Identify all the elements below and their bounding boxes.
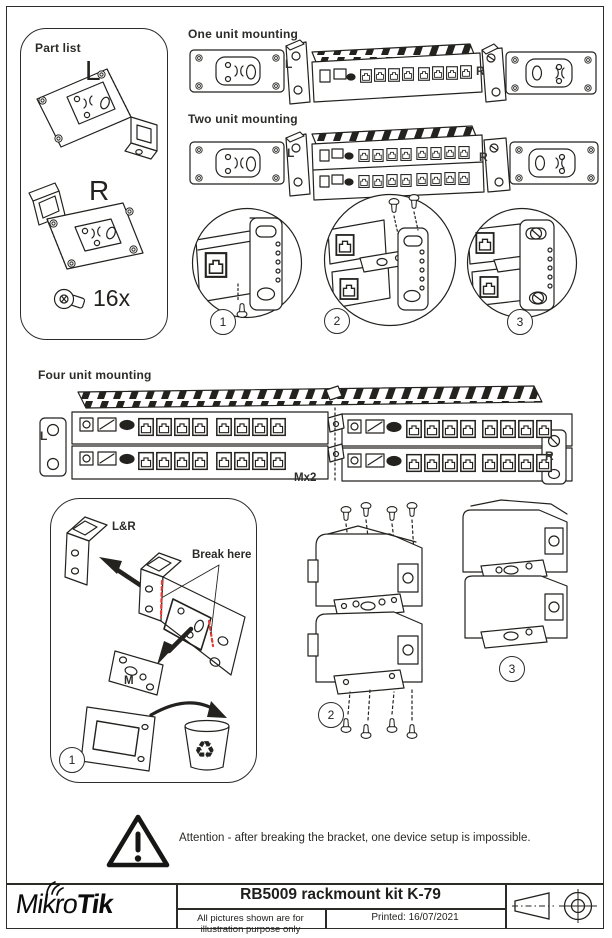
break-lr-label: L&R <box>112 521 136 533</box>
four-unit-l-label: L <box>40 429 48 443</box>
detail-2-illustration <box>322 192 458 328</box>
four-unit-illustration <box>32 384 604 488</box>
detail-1-illustration <box>190 206 304 320</box>
two-unit-title: Two unit mounting <box>188 112 298 126</box>
logo-text-bold: Tik <box>74 889 115 919</box>
detail-step-3-badge: 3 <box>507 309 533 335</box>
part-r-label: R <box>89 175 110 206</box>
four-unit-r-label: R <box>545 449 554 463</box>
break-illustration <box>51 499 256 782</box>
four-unit-title: Four unit mounting <box>38 368 152 382</box>
assembly-step-3-illustration <box>455 498 581 660</box>
logo-text-regular: Mikro <box>13 889 80 919</box>
part-l-label: L <box>85 55 101 86</box>
warning-icon <box>106 812 170 870</box>
one-unit-l-label: L <box>285 57 293 71</box>
assembly-step-2-badge: 2 <box>318 702 344 728</box>
printed-date: Printed: 16/07/2021 <box>371 912 459 923</box>
break-here-label: Break here <box>192 549 252 561</box>
two-unit-l-label: L <box>287 146 295 160</box>
logo-antenna-icon <box>46 880 66 896</box>
break-step-1-badge: 1 <box>59 747 85 773</box>
disclaimer-text: All pictures shown are for illustration purpose only <box>197 913 304 935</box>
footer-top-line <box>7 883 604 885</box>
projection-target-icon <box>558 889 598 923</box>
product-title: RB5009 rackmount kit K-79 <box>240 886 441 903</box>
recycle-icon: ♻ <box>194 737 216 764</box>
two-unit-r-label: R <box>479 150 488 164</box>
break-instruction-panel <box>50 498 257 783</box>
detail-step-1-badge: 1 <box>210 309 236 335</box>
four-unit-middle-label: Mx2 <box>294 472 317 484</box>
attention-message: Attention - after breaking the bracket, one device setup is impossible. <box>179 832 531 844</box>
part-list-panel <box>20 28 168 340</box>
detail-step-2-badge: 2 <box>324 308 350 334</box>
break-m-label: M <box>124 675 134 687</box>
two-unit-illustration <box>188 126 600 200</box>
one-unit-r-label: R <box>476 64 485 78</box>
detail-3-illustration <box>464 206 580 320</box>
part-list-title: Part list <box>35 41 81 55</box>
one-unit-illustration <box>188 40 600 106</box>
screw-quantity: 16x <box>93 285 131 311</box>
projection-cone-icon <box>512 892 554 920</box>
one-unit-title: One unit mounting <box>188 27 299 41</box>
footer-divider-2 <box>505 883 507 929</box>
screw-icon <box>51 283 91 317</box>
assembly-step-3-badge: 3 <box>499 656 525 682</box>
footer-mid-line <box>176 908 506 910</box>
